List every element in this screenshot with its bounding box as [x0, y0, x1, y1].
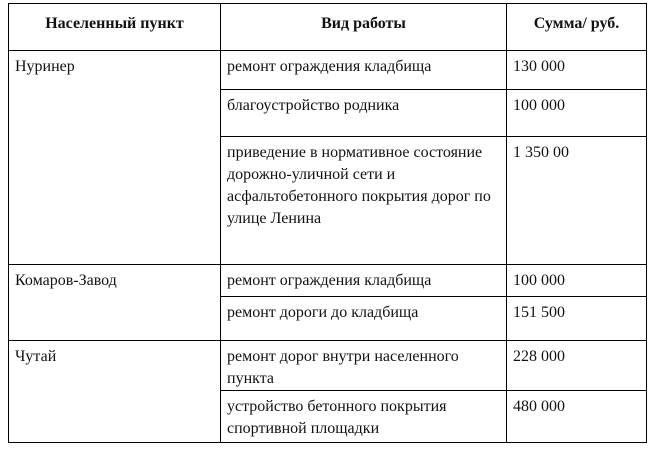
work-text: ремонт ограждения кладбища: [227, 271, 432, 289]
settlement-name: Комаров-Завод: [15, 271, 117, 289]
sum-value: 151 500: [513, 303, 565, 321]
header-work-type: Вид работы: [221, 4, 507, 51]
sum-value: 1 350 00: [513, 144, 569, 162]
sum-cell: [507, 390, 647, 442]
work-cell: [221, 137, 507, 264]
sum-cell: [507, 340, 647, 390]
work-cell: [221, 390, 507, 442]
sum-cell: [507, 137, 647, 264]
sum-value: 480 000: [513, 397, 565, 415]
work-text: ремонт дороги до кладбища: [227, 303, 419, 321]
table-row: [9, 51, 647, 90]
sum-cell: [507, 51, 647, 90]
sum-value: 100 000: [513, 97, 565, 115]
header-row: [9, 4, 647, 51]
settlement-name: Нуринер: [15, 58, 75, 76]
sum-cell: [507, 90, 647, 137]
works-table: [8, 3, 647, 443]
settlement-cell: [9, 264, 221, 340]
work-cell: [221, 340, 507, 390]
work-cell: [221, 264, 507, 296]
settlement-name: Чутай: [15, 347, 57, 365]
work-text: ремонт ограждения кладбища: [227, 58, 432, 76]
sum-value: 228 000: [513, 347, 565, 365]
header-sum: Сумма/ руб.: [507, 4, 647, 51]
table-row: [9, 264, 647, 296]
work-text: благоустройство родника: [227, 97, 400, 115]
work-cell: [221, 90, 507, 137]
work-text: ремонт дорог внутри населенного пункта: [227, 347, 459, 387]
settlement-cell: [9, 51, 221, 264]
sum-value: 100 000: [513, 271, 565, 289]
settlement-cell: [9, 340, 221, 442]
header-settlement: Населенный пункт: [9, 4, 221, 51]
work-cell: [221, 296, 507, 340]
sum-cell: [507, 296, 647, 340]
work-text: устройство бетонного покрытия спортивной площадки: [227, 397, 447, 437]
work-text: приведение в нормативное состояние дорожно-уличной сети и асфальтобетонного покрытия дорог по улице Ленина: [227, 144, 491, 228]
table-row: [9, 340, 647, 390]
work-cell: [221, 51, 507, 90]
sum-value: 130 000: [513, 58, 565, 76]
sum-cell: [507, 264, 647, 296]
